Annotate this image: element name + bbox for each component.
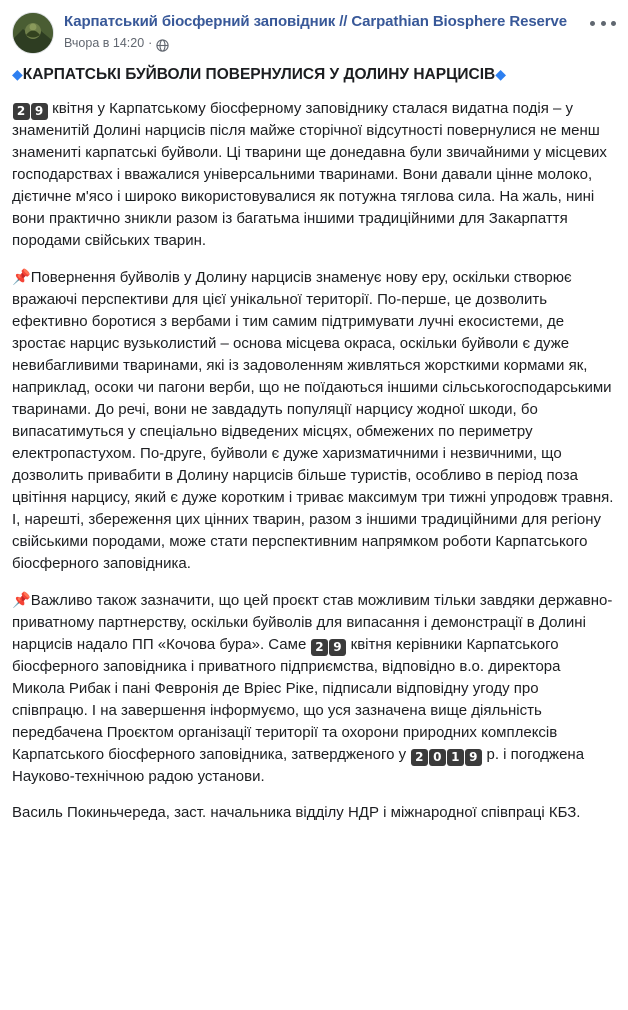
meta-separator: ·	[148, 36, 153, 50]
paragraph-text: квітня у Карпатському біосферному заповіднику сталася видатна подія – у знаменитій Долині нарцисів після майже сторічної відсутності повернулися не менш знамениті карпатські буйволи. Ці тварини ще донедавна були звичайними у місцевих господарствах і вважалися універсальними тваринами. Вони давали цінне молоко, дієтичне м'ясо і широко використовувалися як потужна тяглова сила. На жаль, нині вони практично зникли разом із багатьма іншими традиційними для Закарпаття породами свійських тварин.	[12, 100, 607, 249]
post-paragraph-4	[12, 802, 616, 824]
more-options-icon[interactable]	[590, 14, 616, 32]
pushpin-icon: 📌	[12, 268, 31, 286]
keycap-digit: 9	[31, 103, 48, 120]
paragraph-segment: Важливо також зазначити, що цей проєкт став можливим тільки завдяки державно-приватному партнерству, оскільки буйволів для випасання і демонстрації в Долині нарцисів надало ПП «Кочова бура». Саме	[12, 592, 613, 653]
post-timestamp[interactable]: Вчора в 14:20	[64, 36, 145, 50]
paragraph-segment: квітня керівники Карпатського біосферного заповідника і приватного підприємства, відповідно в.о. директора Микола Рибак і пані Февронія де Вріес Ріке, підписали відповідну угоду про співпрацю. І на завершення інформуємо, що уся зазначена вище діяльність передбачена Проєктом організації території та охорони природних комплексів Карпатського біосферного заповідника, затвердженого у	[12, 636, 561, 763]
more-dot	[590, 21, 595, 26]
keycap-digit: 9	[329, 639, 346, 656]
more-dot	[611, 21, 616, 26]
post-headline-text: КАРПАТСЬКІ БУЙВОЛИ ПОВЕРНУЛИСЯ У ДОЛИНУ НАРЦИСІВ	[22, 66, 496, 83]
paragraph-text: Повернення буйволів у Долину нарцисів знаменує нову еру, оскільки створює вражаючі перспективи для цієї унікальної території. По-перше, це дозволить ефективно боротися з вербами і тим самим підтримувати лучні екосистеми, де зростає нарцис вузьколистий – основа місцева окраса, оскільки буйволи є дуже невибагливими тваринами, які із задоволенням живляться жорсткими кормами як, наприклад, осоки чи пагони верби, що не поїдаються іншими сільськогосподарськими тваринами. До речі, вони не завдадуть популяції нарцису жодної шкоди, бо випасатимуться у спеціально відведених місцях, обмежених по периметру електропастухом. По-друге, буйволи є дуже харизматичними і незвичними, що дозволить привабити в Долину нарцисів більше туристів, особливо в період поза цвітіння нарцису, який є дуже коротким і триває максимум три тижні упродовж травня. І, нарешті, збереження цих цінних тварин, разом з іншими традиційними для регіону свійськими породами, може стати перспективним напрямком роботи Карпатського біосферного заповідника.	[12, 269, 614, 572]
pushpin-icon: 📌	[12, 591, 31, 609]
keycap-digit: 2	[13, 103, 30, 120]
keycap-digit: 9	[465, 749, 482, 766]
post-meta	[64, 35, 582, 51]
paragraph-text: Василь Покиньчереда, заст. начальника відділу НДР і міжнародної співпраці КБЗ.	[12, 804, 581, 821]
post-paragraph-3	[12, 589, 616, 788]
paragraph-segment: р. і погоджена Науково-технічною радою установи.	[12, 746, 585, 785]
page-avatar-image	[13, 13, 53, 53]
diamond-icon-left: ◆	[12, 67, 23, 83]
keycap-digit: 2	[311, 639, 328, 656]
more-dot	[601, 21, 606, 26]
post-body	[0, 58, 628, 838]
diamond-icon-right: ◆	[495, 67, 507, 83]
post-paragraph-1	[12, 98, 616, 252]
post-header-text	[64, 12, 616, 51]
globe-icon	[156, 39, 169, 52]
post-headline	[12, 64, 616, 86]
page-avatar[interactable]	[12, 12, 54, 54]
keycap-digit: 0	[429, 749, 446, 766]
post-header	[0, 0, 628, 58]
keycap-digit: 1	[447, 749, 464, 766]
post-paragraph-2	[12, 266, 616, 575]
keycap-digit: 2	[411, 749, 428, 766]
page-name-link[interactable]: Карпатський біосферний заповідник // Carpathian Biosphere Reserve	[64, 13, 568, 30]
